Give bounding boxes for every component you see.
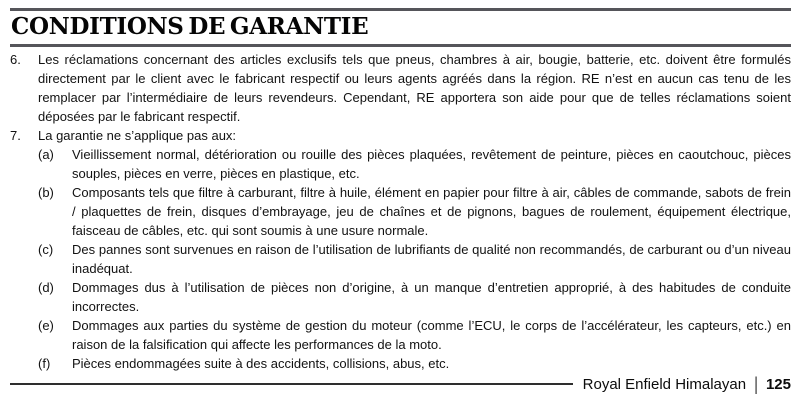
subitem-label: (a) [38, 147, 54, 162]
list-subitem [38, 183, 791, 240]
item-number: 7. [10, 128, 21, 143]
list-subitem [38, 145, 791, 183]
subitem-label: (d) [38, 280, 54, 295]
subitem-label: (c) [38, 242, 54, 257]
footer-divider: | [754, 373, 758, 395]
list-item [10, 126, 791, 373]
subitem-text: Composants tels que filtre à carburant, filtre à huile, élément en papier pour filtre à air, câbles de commande, sabots de frein / plaquettes de frein, disques d’embrayage, jeu de chaînes et de pignons, bagues de roulement, équipement électrique, faisceau de câbles, etc. qui sont soumis à une usure normale. [72, 185, 791, 238]
list-subitem [38, 240, 791, 278]
subitem-text: Dommages aux parties du système de gestion du moteur (comme l’ECU, le corps de l’accélérateur, les capteurs, etc.) en raison de la falsification qui affecte les performances de la moto. [72, 318, 791, 352]
page-footer [10, 374, 791, 394]
list-subitem [38, 278, 791, 316]
subitem-text: Des pannes sont survenues en raison de l’utilisation de lubrifiants de qualité non recommandés, de carburant ou d’un niveau inadéquat. [72, 242, 791, 276]
subitem-text: Pièces endommagées suite à des accidents, collisions, abus, etc. [72, 356, 450, 371]
subitem-text: Dommages dus à l’utilisation de pièces non d’origine, à un manque d’entretien approprié, à des habitudes de conduite incorrectes. [72, 280, 791, 314]
title-rule-bottom [10, 44, 791, 47]
item-number: 6. [10, 52, 21, 67]
page-number: 125 [765, 375, 791, 393]
footer-rule [10, 383, 573, 385]
subitem-label: (f) [38, 356, 51, 371]
list-subitem [38, 316, 791, 354]
warranty-list [10, 50, 791, 373]
book-title: Royal Enfield Himalayan [582, 375, 747, 393]
list-subitem [38, 354, 791, 373]
subitem-label: (b) [38, 185, 54, 200]
subitem-label: (e) [38, 318, 54, 333]
subitem-text: Vieillissement normal, détérioration ou rouille des pièces plaquées, revêtement de peinture, pièces en caoutchouc, pièces souples, pièces en verre, pièces en plastique, etc. [72, 147, 791, 181]
footer-text [582, 373, 791, 395]
page-title: CONDITIONS DE GARANTIE [11, 13, 369, 40]
item-text: La garantie ne s’applique pas aux: [38, 128, 237, 143]
item-text: Les réclamations concernant des articles exclusifs tels que pneus, chambres à air, bougie, batterie, etc. doivent être formulés directement par le client avec le fabricant respectif ou leurs agents agréés dans la région. RE n’est en aucun cas tenu de les remplacer par l’intermédiaire de leurs revendeurs. Cependant, RE apportera son aide pour que de telles réclamations soient déposées par le fabricant respectif. [38, 52, 791, 124]
list-item [10, 50, 791, 126]
